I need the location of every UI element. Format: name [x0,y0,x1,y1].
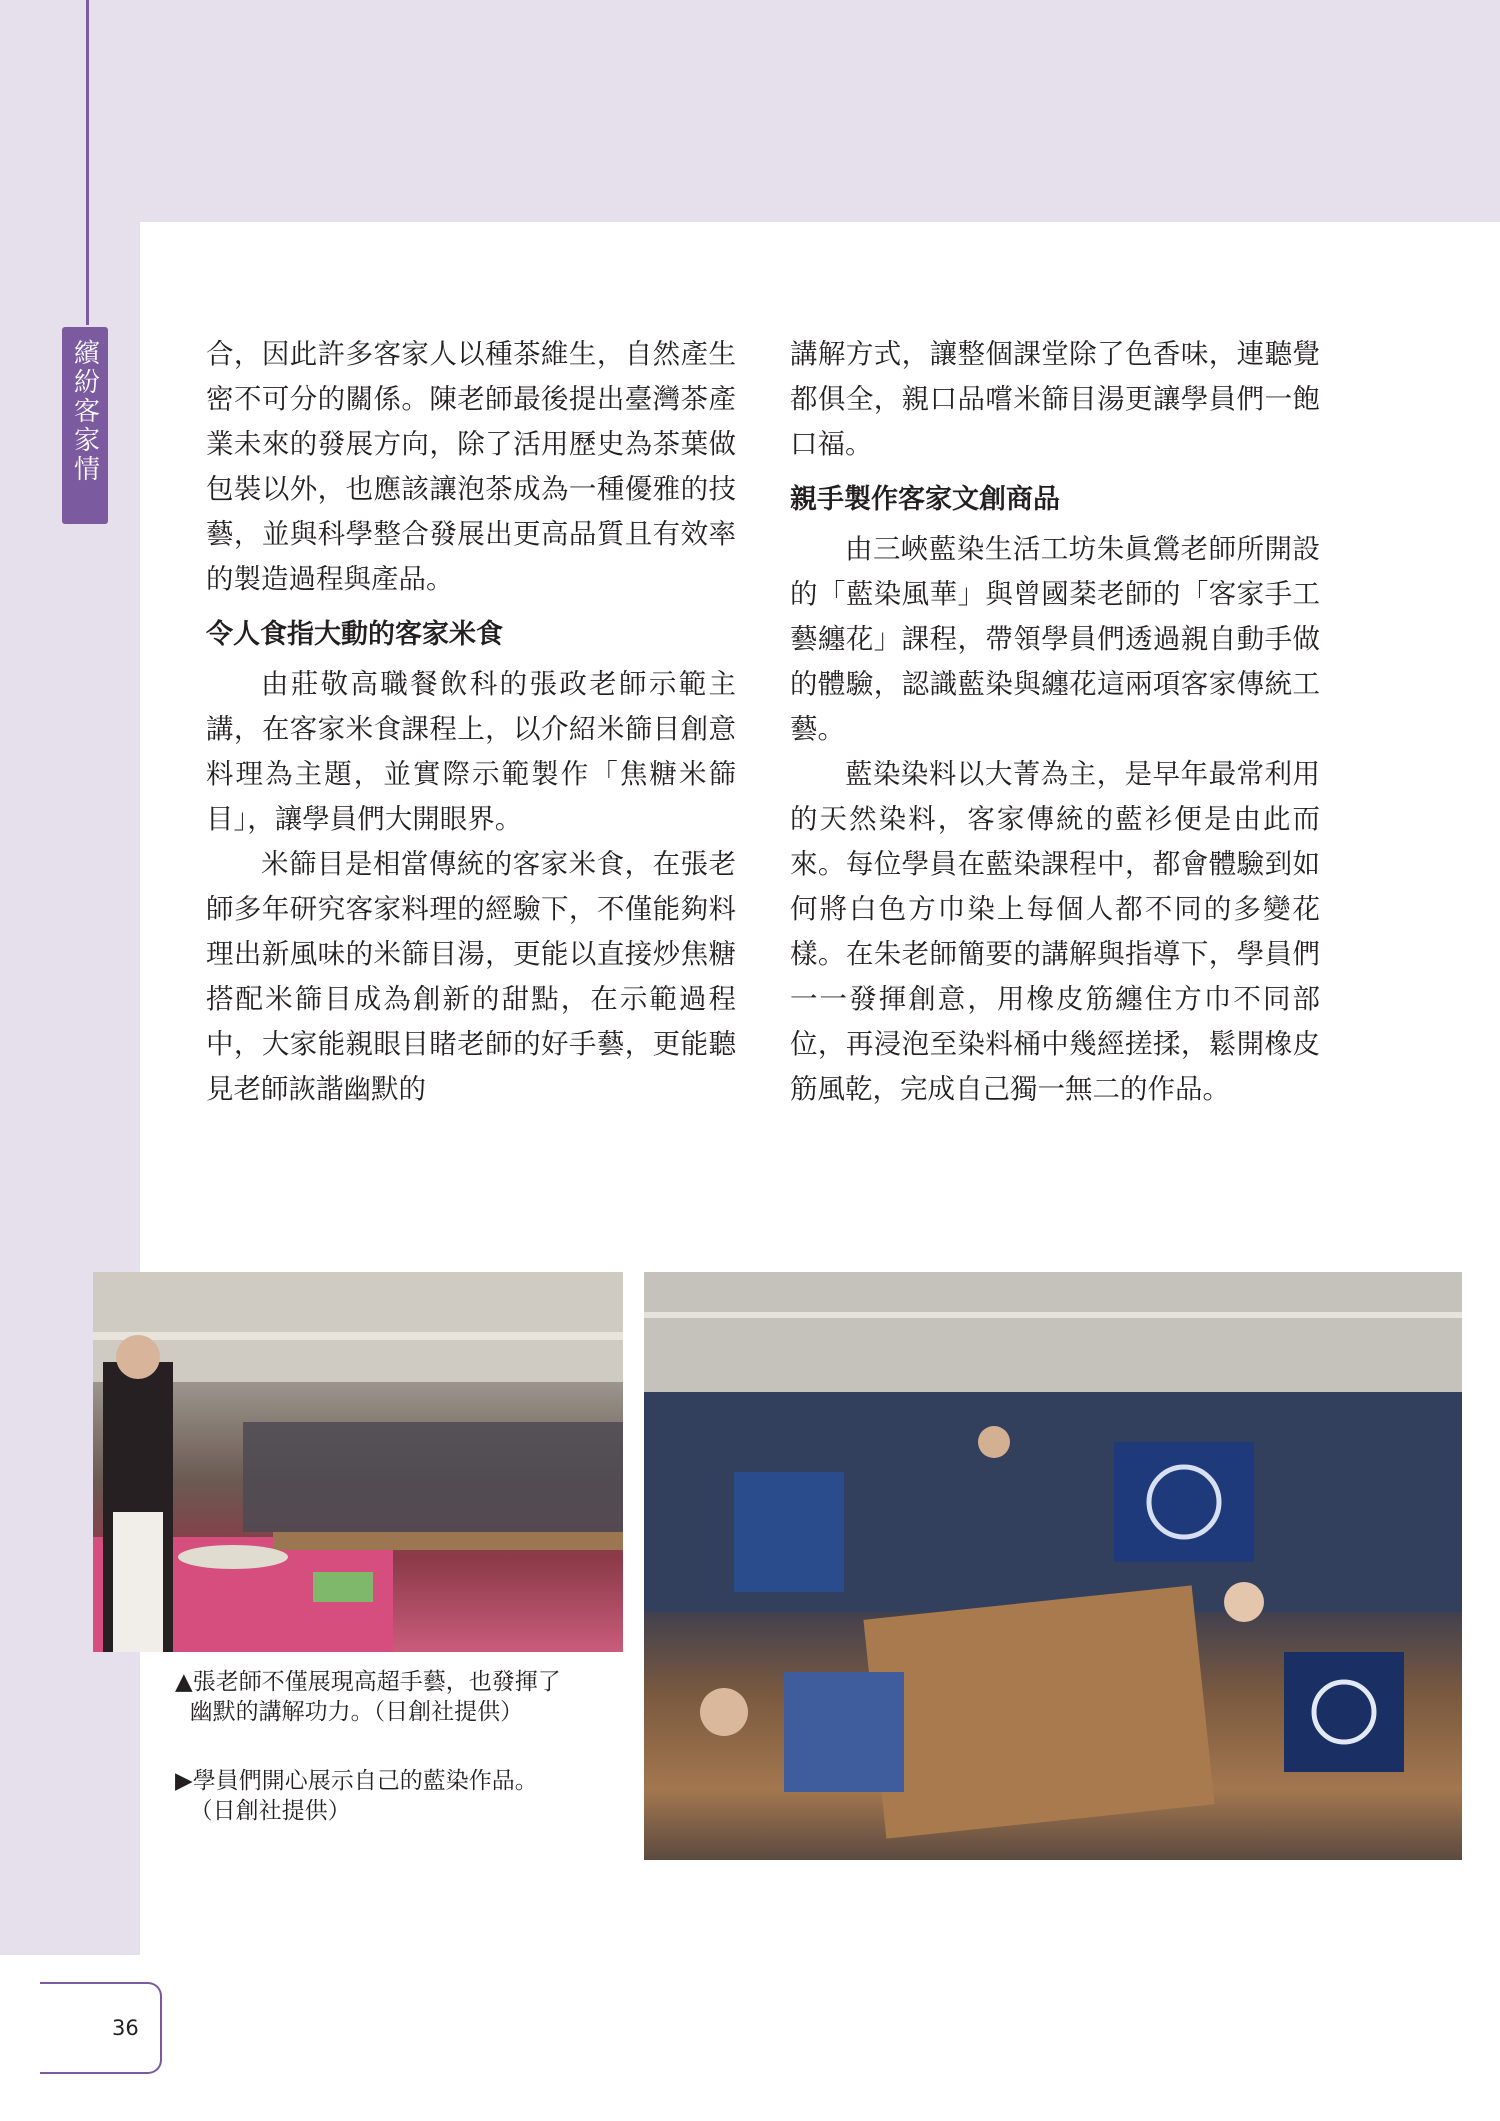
page-number-bracket [40,1982,162,2074]
top-band [0,0,1500,222]
decorative-line [86,0,89,325]
cooking-class-photo [93,1272,623,1652]
cooking-class-photo-art [93,1272,623,1652]
indigo-dye-photo [644,1272,1462,1860]
section-tab [62,327,108,524]
right-text-column [790,332,1320,1112]
indigo-dye-photo-art [644,1272,1462,1860]
paragraph: 由三峽藍染生活工坊朱眞鶯老師所開設的「藍染風華」與曾國棻老師的「客家手工藝纏花」課程，帶領學員們透過親自動手做的體驗，認識藍染與纏花這兩項客家傳統工藝。 [790,533,1320,745]
paragraph: 由莊敬高職餐飲科的張政老師示範主講，在客家米食課程上，以介紹米篩目創意料理為主題，並實際示範製作「焦糖米篩目」，讓學員們大開眼界。 [206,668,736,835]
section-heading: 親手製作客家文創商品 [790,484,1060,515]
side-band [0,0,140,1955]
section-tab-label: 繽紛客家情 [69,339,100,484]
paragraph: 藍染染料以大菁為主，是早年最常利用的天然染料，客家傳統的藍衫便是由此而來。每位學員在藍染課程中，都會體驗到如何將白色方巾染上每個人都不同的多變花樣。在朱老師簡要的講解與指導下，學員們一一發揮創意，用橡皮筋纏住方巾不同部位，再浸泡至染料桶中幾經搓揉，鬆開橡皮筋風乾，完成自己獨一無二的作品。 [790,758,1320,1105]
page-number: 36 [112,2016,139,2040]
paragraph: 講解方式，讓整個課堂除了色香味，連聽覺都俱全，親口品嚐米篩目湯更讓學員們一飽口福。 [790,338,1320,460]
left-photo-caption: ▲張老師不僅展現高超手藝，也發揮了 幽默的講解功力。（日創社提供） [175,1669,561,1725]
paragraph: 米篩目是相當傳統的客家米食，在張老師多年研究客家料理的經驗下，不僅能夠料理出新風味的米篩目湯，更能以直接炒焦糖搭配米篩目成為創新的甜點，在示範過程中，大家能親眼目睹老師的好手藝，更能聽見老師詼諧幽默的 [206,848,736,1105]
section-heading: 令人食指大動的客家米食 [206,619,503,650]
right-photo-caption: ▶學員們開心展示自己的藍染作品。 （日創社提供） [175,1768,538,1824]
left-text-column [206,332,736,1112]
paragraph: 合，因此許多客家人以種茶維生，自然產生密不可分的關係。陳老師最後提出臺灣茶產業未來的發展方向，除了活用歷史為茶葉做包裝以外，也應該讓泡茶成為一種優雅的技藝，並與科學整合發展出更高品質且有效率的製造過程與產品。 [206,338,736,595]
